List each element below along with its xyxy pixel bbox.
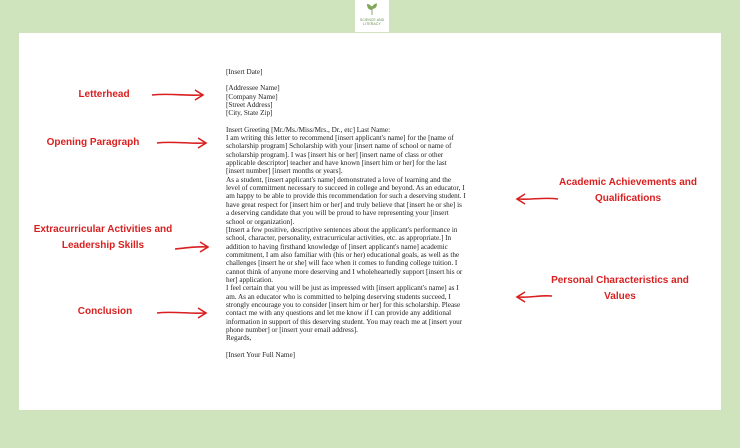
arrow-conclusion bbox=[155, 306, 209, 320]
label-conclusion: Conclusion bbox=[77, 306, 133, 317]
arrow-academic bbox=[514, 192, 560, 206]
label-personal: Personal Characteristics and Values bbox=[551, 275, 689, 302]
letter-address: [Addressee Name] [Company Name] [Street Address] [City, State Zip] bbox=[226, 84, 280, 118]
label-academic: Academic Achievements and Qualifications bbox=[558, 177, 698, 204]
arrow-personal bbox=[514, 290, 554, 304]
arrow-letterhead bbox=[150, 88, 206, 102]
leaf-icon bbox=[366, 3, 378, 16]
letter-date: [Insert Date] bbox=[226, 68, 263, 76]
letter-closing: Regards, bbox=[226, 334, 252, 343]
label-opening-paragraph: Opening Paragraph bbox=[46, 137, 140, 148]
letter-signature: [Insert Your Full Name] bbox=[226, 350, 296, 359]
letter-greeting: Insert Greeting [Mr./Ms./Miss/Mrs., Dr., etc] Last Name: bbox=[226, 125, 391, 134]
letter-template bbox=[226, 68, 494, 359]
label-extracurricular: Extracurricular Activities and Leadership Skills bbox=[33, 224, 173, 251]
arrow-extracurricular bbox=[173, 238, 211, 256]
arrow-opening-paragraph bbox=[155, 136, 209, 150]
logo-text: SCIENCE AND LITERACY bbox=[359, 18, 385, 26]
label-letterhead: Letterhead bbox=[78, 89, 130, 100]
logo bbox=[355, 0, 389, 32]
letter-body: Insert Greeting [Mr./Ms./Miss/Mrs., Dr., etc] Last Name: I am writing this letter to recommend [insert applicant's name] for the [name of scholarship program] Scholarship with your [insert name of school or name of scholarship program]. I was [insert his or her] [insert name of class or other applicable descriptor] teacher and have known [insert him or her] for the last [insert number] [insert months or years]. As a student, [insert applicant's name] demonstrated a love of learning and the level of commitment necessary to succeed in college and beyond. As an educator, I am happy to be able to provide this recommendation for such a deserving student. I have great respect for [insert him or her] and truly believe that [insert he or she] is a deserving candidate that you will be proud to have representing your [insert school or organization]. [Insert a few positive, descriptive sentences about the applicant's performance in school, character, personality, extracurricular activities, etc. as appropriate.] In addition to having firsthand knowledge of [insert applicant's name] academic commitment, I am also familiar with (his or her) educational goals, as well as the challenges [insert he or she] will face when it comes to funding college tuition. I cannot think of anyone more deserving and I wholeheartedly support [insert his or her] application. I feel certain that you will be just as impressed with [insert applicant's name] as I am. As an educator who is committed to helping deserving students succeed, I strongly encourage you to consider [insert him or her] for this scholarship. Please contact me with any questions and let me know if I can provide any additional information in support of this deserving student. You may reach me at [insert your phone number] or [insert your email address]. Regards, bbox=[226, 126, 494, 343]
